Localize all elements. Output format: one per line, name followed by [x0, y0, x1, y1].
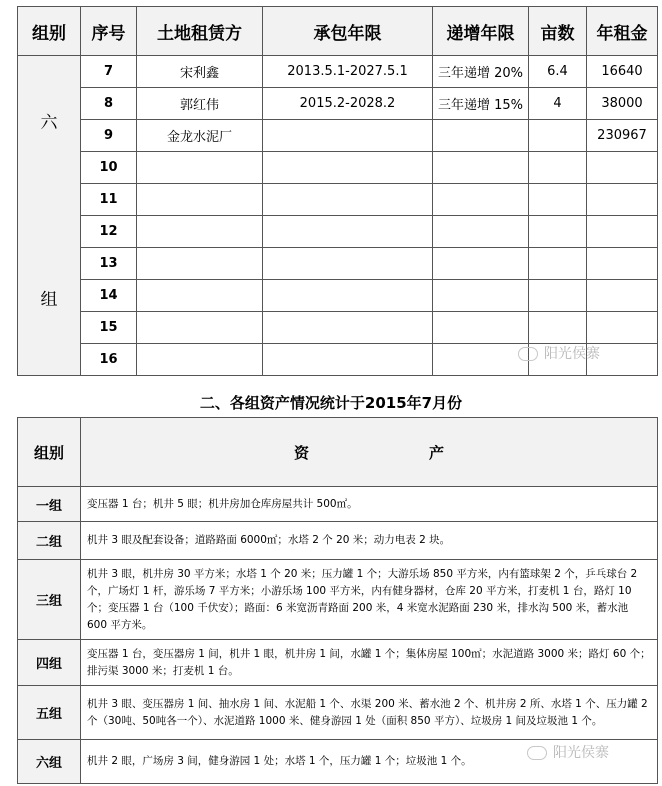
cell-term — [263, 184, 433, 216]
cell-mu: 4 — [529, 88, 587, 120]
header-mu: 亩数 — [529, 7, 587, 56]
cell-rent: 38000 — [587, 88, 658, 120]
cell-term — [263, 312, 433, 344]
cell-rent: 16640 — [587, 56, 658, 88]
cell-assets: 机井 3 眼，机井房 30 平方米；水塔 1 个 20 米；压力罐 1 个；大游乐场 850 平方米，内有篮球架 2 个，乒乓球台 2 个，广场灯 1 杆，游乐场 7 平方米；小游乐场 100 平方米，内有健身器材，仓库 20 平方米，打麦机 1 台，路灯 10 个；变压器 1 台（100 千伏安）；路面：6 米宽沥青路面 200 米，4 米宽水泥路面 230 米，排水沟 500 米，蓄水池 600 平方米。 — [81, 560, 658, 640]
cell-number: 16 — [81, 344, 137, 376]
cell-increase — [433, 120, 529, 152]
group-label-bottom: 组 — [40, 290, 58, 310]
cell-mu: 6.4 — [529, 56, 587, 88]
table-row — [18, 56, 658, 88]
header-rent: 年租金 — [587, 7, 658, 56]
cell-assets: 机井 3 眼、变压器房 1 间、抽水房 1 间、水泥船 1 个、水渠 200 米、蓄水池 2 个、机井房 2 所、水塔 1 个、压力罐 2 个（30吨、50吨各一个）、水泥道路 1000 米、健身游园 1 处（面积 850 平方）、垃圾房 1 间及垃圾池 1 个。 — [81, 686, 658, 740]
table-row — [18, 487, 658, 522]
cell-rent — [587, 184, 658, 216]
cell-mu — [529, 152, 587, 184]
cell-rent — [587, 248, 658, 280]
group-label-top: 六 — [40, 113, 58, 133]
cell-lessee — [137, 216, 263, 248]
cell-group: 五组 — [18, 686, 81, 740]
wechat-logo-icon — [518, 347, 538, 361]
cell-mu — [529, 280, 587, 312]
cell-number: 13 — [81, 248, 137, 280]
cell-term — [263, 216, 433, 248]
watermark-bottom — [527, 742, 609, 762]
cell-group: 一组 — [18, 487, 81, 522]
cell-group: 六组 — [18, 740, 81, 784]
cell-mu — [529, 216, 587, 248]
land-lease-table — [17, 6, 658, 376]
cell-lessee: 郭红伟 — [137, 88, 263, 120]
cell-lessee: 宋利鑫 — [137, 56, 263, 88]
cell-increase: 三年递增 20% — [433, 56, 529, 88]
header-term: 承包年限 — [263, 7, 433, 56]
cell-increase — [433, 184, 529, 216]
cell-increase — [433, 312, 529, 344]
cell-lessee — [137, 280, 263, 312]
cell-term: 2013.5.1-2027.5.1 — [263, 56, 433, 88]
table-row — [18, 560, 658, 640]
cell-term — [263, 248, 433, 280]
table-row — [18, 640, 658, 686]
table-row — [18, 248, 658, 280]
cell-mu — [529, 248, 587, 280]
watermark-text: 阳光侯寨 — [544, 346, 600, 362]
cell-lessee — [137, 344, 263, 376]
table-row — [18, 88, 658, 120]
cell-mu — [529, 120, 587, 152]
table-header-row — [18, 418, 658, 487]
table-row — [18, 120, 658, 152]
header-number: 序号 — [81, 7, 137, 56]
cell-mu — [529, 184, 587, 216]
table-row — [18, 312, 658, 344]
cell-number: 12 — [81, 216, 137, 248]
cell-group: 二组 — [18, 522, 81, 560]
table-row — [18, 184, 658, 216]
cell-group: 三组 — [18, 560, 81, 640]
cell-lessee: 金龙水泥厂 — [137, 120, 263, 152]
cell-increase: 三年递增 15% — [433, 88, 529, 120]
cell-term — [263, 280, 433, 312]
wechat-logo-icon — [527, 746, 547, 760]
cell-term — [263, 152, 433, 184]
asset-stats-table — [17, 417, 658, 784]
cell-term: 2015.2-2028.2 — [263, 88, 433, 120]
cell-lessee — [137, 152, 263, 184]
cell-rent: 230967 — [587, 120, 658, 152]
cell-number: 8 — [81, 88, 137, 120]
table-row — [18, 522, 658, 560]
cell-rent — [587, 152, 658, 184]
section-title: 二、各组资产情况统计于2015年7月份 — [199, 394, 463, 412]
cell-assets: 变压器 1 台；机井 5 眼；机井房加仓库房屋共计 500㎡。 — [81, 487, 658, 522]
cell-term — [263, 344, 433, 376]
table-row — [18, 280, 658, 312]
cell-rent — [587, 280, 658, 312]
group-cell — [18, 56, 81, 376]
cell-lessee — [137, 312, 263, 344]
cell-assets: 变压器 1 台，变压器房 1 间，机井 1 眼，机井房 1 间，水罐 1 个；集体房屋 100㎡；水泥道路 3000 米；路灯 60 个；排污渠 3000 米；打麦机 1 台。 — [81, 640, 658, 686]
cell-term — [263, 120, 433, 152]
cell-increase — [433, 216, 529, 248]
header-increase: 递增年限 — [433, 7, 529, 56]
cell-number: 15 — [81, 312, 137, 344]
header-group: 组别 — [18, 418, 81, 487]
watermark — [518, 343, 600, 363]
cell-increase — [433, 280, 529, 312]
cell-increase — [433, 344, 529, 376]
table-header-row — [18, 7, 658, 56]
cell-number: 7 — [81, 56, 137, 88]
header-assets: 资 产 — [81, 418, 658, 487]
header-group: 组别 — [18, 7, 81, 56]
cell-rent — [587, 216, 658, 248]
cell-number: 10 — [81, 152, 137, 184]
cell-increase — [433, 248, 529, 280]
cell-number: 9 — [81, 120, 137, 152]
table-row — [18, 686, 658, 740]
watermark-text: 阳光侯寨 — [553, 745, 609, 761]
cell-number: 14 — [81, 280, 137, 312]
cell-mu — [529, 312, 587, 344]
cell-rent — [587, 312, 658, 344]
cell-group: 四组 — [18, 640, 81, 686]
header-lessee: 土地租赁方 — [137, 7, 263, 56]
cell-lessee — [137, 248, 263, 280]
cell-assets: 机井 3 眼及配套设备；道路路面 6000㎡；水塔 2 个 20 米；动力电表 2 块。 — [81, 522, 658, 560]
cell-number: 11 — [81, 184, 137, 216]
table-row — [18, 152, 658, 184]
cell-increase — [433, 152, 529, 184]
cell-assets: 机井 2 眼，广场房 3 间，健身游园 1 处；水塔 1 个，压力罐 1 个；垃圾池 1 个。 — [81, 740, 658, 784]
table-row — [18, 216, 658, 248]
cell-lessee — [137, 184, 263, 216]
